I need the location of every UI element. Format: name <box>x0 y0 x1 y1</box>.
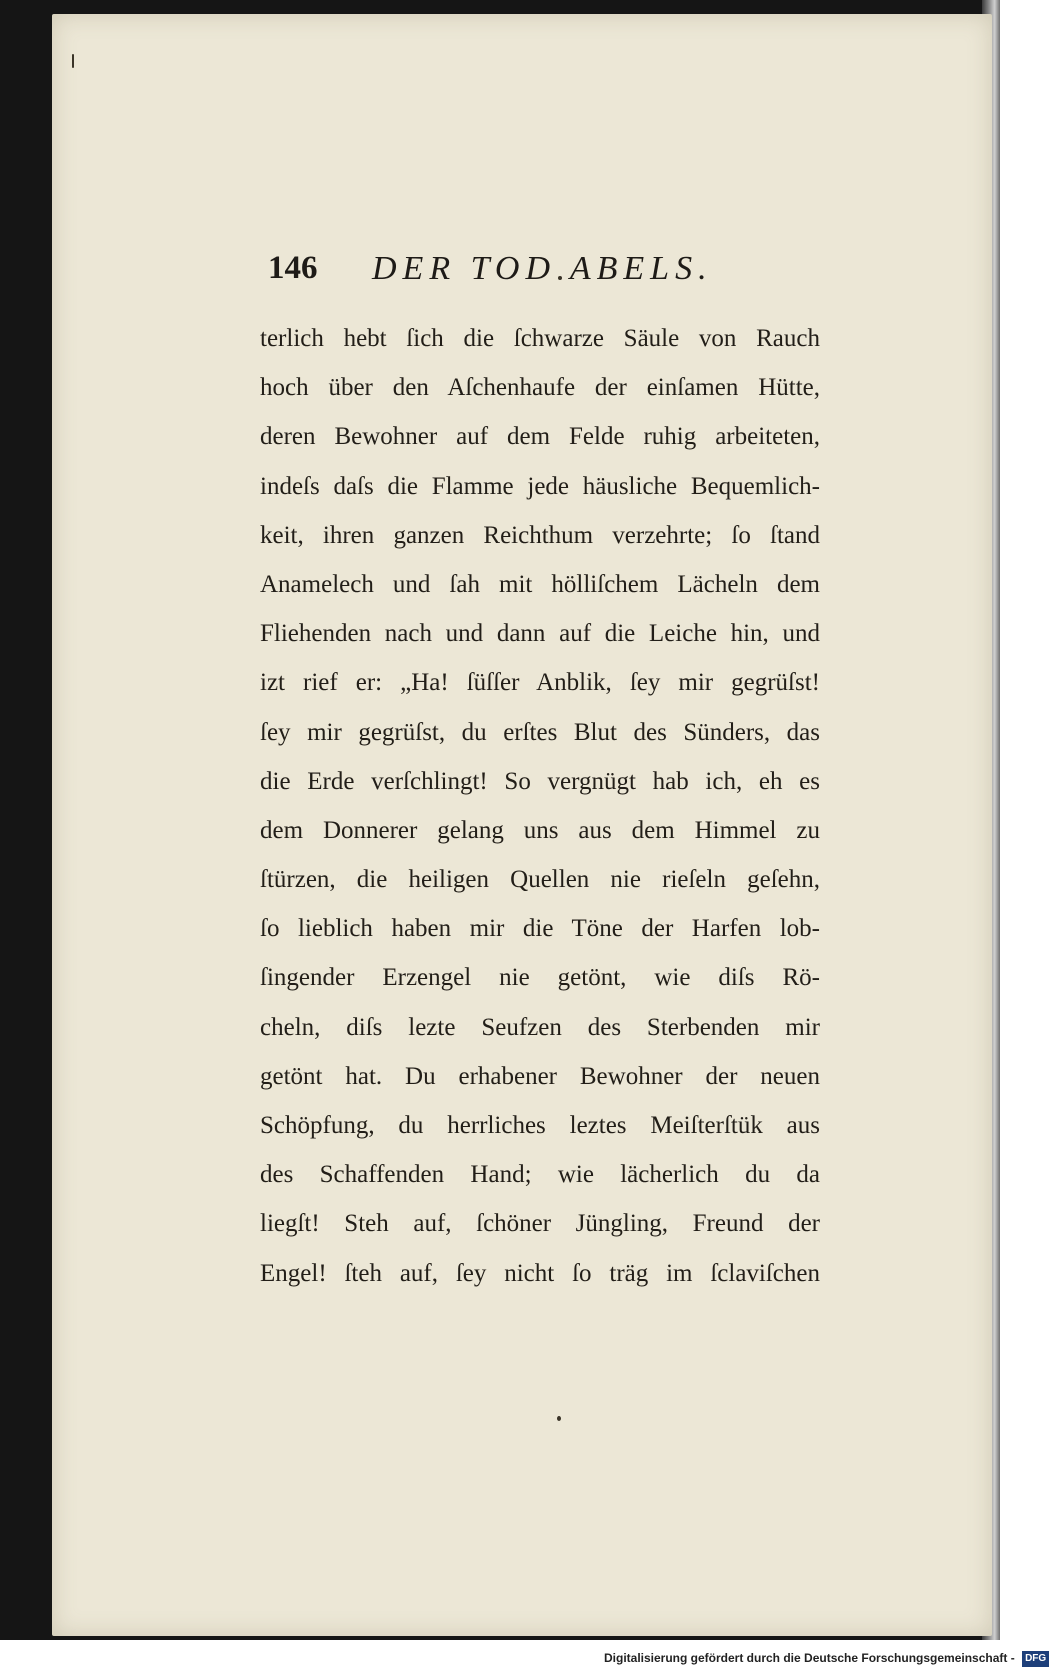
text-line: terlich hebt ſich die ſchwarze Säule von Rauch <box>260 325 820 352</box>
text-line: liegſt! Steh auf, ſchöner Jüngling, Freund der <box>260 1210 820 1238</box>
paper-speck <box>72 54 74 68</box>
text-line: Engel! ſteh auf, ſey nicht ſo träg im ſclaviſchen <box>260 1259 820 1287</box>
text-line: izt rief er: „Ha! ſüſſer Anblik, ſey mir gegrüſst! <box>260 669 820 697</box>
text-line: getönt hat. Du erhabener Bewohner der neuen <box>260 1062 820 1090</box>
text-line: Schöpfung, du herrliches leztes Meiſterſtük aus <box>260 1112 820 1139</box>
text-line: ſey mir gegrüſst, du erſtes Blut des Sünders, das <box>260 718 820 746</box>
text-line: Fliehenden nach und dann auf die Leiche hin, und <box>260 620 820 648</box>
text-line: ſo lieblich haben mir die Töne der Harfen lob- <box>260 915 820 943</box>
text-line: deren Bewohner auf dem Felde ruhig arbeiteten, <box>260 423 820 451</box>
text-line: dem Donnerer gelang uns aus dem Himmel zu <box>260 816 820 844</box>
paper-speck <box>557 1416 561 1421</box>
text-line: indeſs daſs die Flamme jede häusliche Bequemlich- <box>260 472 820 500</box>
text-line: des Schaffenden Hand; wie lächerlich du da <box>260 1161 820 1189</box>
page-title: DER TOD ABELS. <box>372 250 713 287</box>
text-line: Anamelech und ſah mit hölliſchem Lächeln dem <box>260 570 820 598</box>
body-text <box>260 314 820 1298</box>
text-line: ſtürzen, die heiligen Quellen nie rieſeln geſehn, <box>260 866 820 894</box>
footer-credit <box>604 1648 1049 1668</box>
credit-text: Digitalisierung gefördert durch die Deutsche Forschungsgemeinschaft - <box>604 1651 1015 1665</box>
text-line: cheln, diſs lezte Seufzen des Sterbenden mir <box>260 1013 820 1041</box>
text-line: ſingender Erzengel nie getönt, wie diſs Rö- <box>260 964 820 992</box>
text-line: keit, ihren ganzen Reichthum verzehrte; ſo ſtand <box>260 521 820 549</box>
running-head <box>268 250 828 296</box>
text-line: hoch über den Aſchenhaufe der einſamen Hütte, <box>260 374 820 402</box>
dfg-logo: DFG <box>1022 1651 1049 1667</box>
text-line: die Erde verſchlingt! So vergnügt hab ich, eh es <box>260 767 820 795</box>
page-number: 146 <box>268 250 318 286</box>
